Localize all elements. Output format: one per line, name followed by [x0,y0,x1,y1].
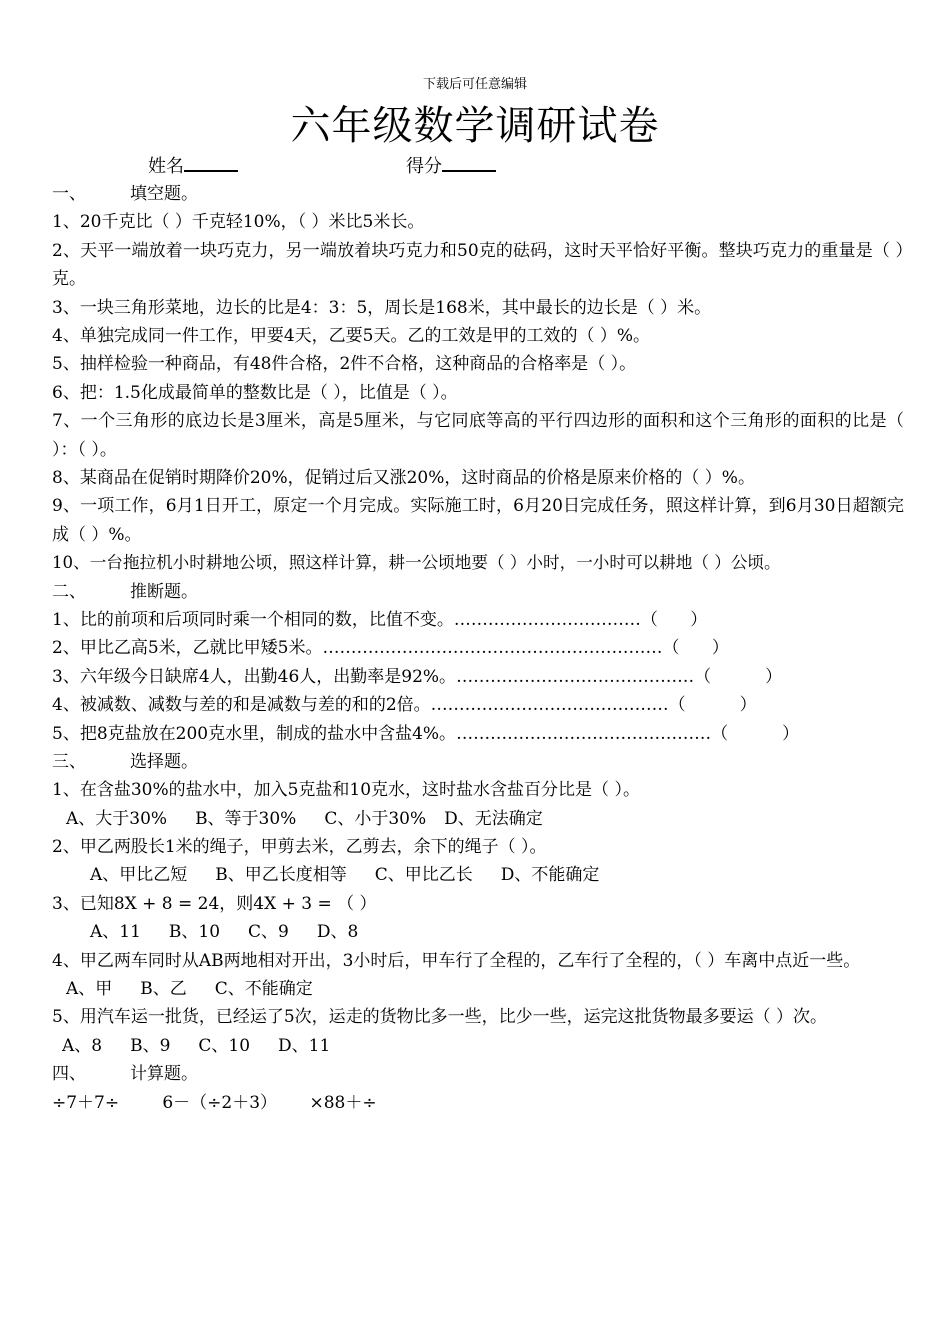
option-c: C、甲比乙长 [374,865,473,886]
page-title: 六年级数学调研试卷 [290,103,660,149]
fill-question: 1、20千克比（ ）千克轻10%，（ ）米比5米长。 [52,212,425,233]
section-heading-fill [52,180,904,208]
option-b: B、10 [168,922,221,943]
choice-question: 3、已知8X + 8 = 24，则4X + 3 = （ ） [52,893,377,914]
option-a: A、甲 [66,979,113,1000]
dot-leader: …………………………… [453,609,641,630]
fill-question: 3、一块三角形菜地，边长的比是4：3：5，周长是168米，其中最长的边长是（ ）米。 [52,297,712,318]
judge-question [52,663,904,691]
choice-options [52,805,904,833]
judge-question-text: 4、被减数、减数与差的和是减数与差的和的2倍。 [52,695,431,716]
choice-options [52,975,904,1003]
option-c: C、9 [248,922,289,943]
answer-paren: （ ） [668,695,757,716]
judge-question-text: 2、甲比乙高5米，乙就比甲矮5米。 [52,638,323,659]
dot-leader: …………………………………………………… [322,638,663,659]
option-a: A、11 [90,922,141,943]
name-field [148,152,238,181]
section-number: 二、 [52,581,86,602]
judge-question [52,720,904,748]
answer-paren: （ ） [694,666,783,687]
section-title: 推断题。 [130,581,198,602]
score-label: 得分 [406,156,442,177]
section-title: 填空题。 [130,184,198,204]
name-blank [184,152,238,172]
judge-question [52,691,904,719]
option-a: A、甲比乙短 [90,865,188,886]
section-heading-calc [52,1060,904,1088]
answer-paren: （ ） [640,609,708,630]
judge-question-text: 5、把8克盐放在200克水里，制成的盐水中含盐4%。 [52,723,457,744]
option-d: D、不能确定 [500,865,600,886]
choice-options [52,918,904,946]
choice-question: 2、甲乙两股长1米的绳子，甲剪去米，乙剪去，余下的绳子（ ）。 [52,837,547,858]
fill-question: 6、把：1.5化成最简单的整数比是（ ），比值是（ ）。 [52,382,458,403]
option-d: D、11 [278,1035,331,1056]
fill-question: 2、天平一端放着一块巧克力，另一端放着块巧克力和50克的砝码，这时天平恰好平衡。整块巧克力的重量是（ ）克。 [52,240,904,290]
fill-question: 4、单独完成同一件工作，甲要4天，乙要5天。乙的工效是甲的工效的（ ）%。 [52,325,651,346]
option-d: D、8 [316,922,359,943]
option-c: C、小于30% [324,808,427,829]
judge-question [52,606,904,634]
section-title: 计算题。 [130,1064,198,1085]
fill-question: 5、抽样检验一种商品，有48件合格，2件不合格，这种商品的合格率是（ ）。 [52,354,637,375]
dot-leader: …………………………………… [456,666,695,687]
option-b: B、甲乙长度相等 [215,865,347,886]
option-c: C、10 [198,1035,251,1056]
option-a: A、大于30% [66,808,168,829]
exam-body [52,180,904,1117]
section-number: 三、 [52,751,86,772]
judge-question-text: 1、比的前项和后项同时乘一个相同的数，比值不变。 [52,609,454,630]
option-b: B、乙 [140,979,187,1000]
option-d: D、无法确定 [444,808,543,829]
score-blank [442,152,496,172]
section-number: 一、 [52,184,86,204]
calc-expressions: ÷7＋7÷ 6－（÷2＋3） ×88＋÷ [52,1092,377,1113]
fill-question: 8、某商品在促销时期降价20%，促销过后又涨20%，这时商品的价格是原来价格的（ ）%。 [52,467,755,488]
answer-paren: （ ） [662,638,729,659]
dot-leader: ……………………………………… [456,723,712,744]
option-b: B、9 [130,1035,171,1056]
fill-question: 7、一个三角形的底边长是3厘米，高是5厘米，与它同底等高的平行四边形的面积和这个三角形的面积的比是（ ）：（ ）。 [52,411,904,460]
section-heading-choice [52,748,904,776]
choice-question: 4、甲乙两车同时从AB两地相对开出，3小时后，甲车行了全程的，乙车行了全程的，（ ）车离中点近一些。 [52,950,861,971]
header-note: 下载后可任意编辑 [422,77,527,92]
fill-question: 9、一项工作，6月1日开工，原定一个月完成。实际施工时，6月20日完成任务，照这样计算，到6月30日超额完成（ ）%。 [52,496,904,545]
section-title: 选择题。 [130,751,198,772]
option-a: A、8 [62,1035,103,1056]
option-c: C、不能确定 [214,979,313,1000]
choice-options [52,1032,904,1060]
answer-paren: （ ） [711,723,800,744]
judge-question [52,634,904,662]
option-b: B、等于30% [195,808,297,829]
choice-question: 1、在含盐30%的盐水中，加入5克盐和10克水，这时盐水含盐百分比是（ ）。 [52,780,640,801]
section-number: 四、 [52,1064,86,1085]
fill-question: 10、一台拖拉机小时耕地公顷，照这样计算，耕一公顷地要（ ）小时，一小时可以耕地（ ）公顷。 [52,553,781,573]
student-info-line [0,152,950,180]
choice-options [52,861,904,889]
choice-question: 5、用汽车运一批货，已经运了5次，运走的货物比多一些，比少一些，运完这批货物最多要运（ ）次。 [52,1007,828,1028]
section-heading-judge [52,578,904,606]
judge-question-text: 3、六年级今日缺席4人，出勤46人，出勤率是92%。 [52,666,457,687]
score-field [406,152,496,181]
name-label: 姓名 [148,156,184,177]
dot-leader: …………………………………… [430,695,669,716]
